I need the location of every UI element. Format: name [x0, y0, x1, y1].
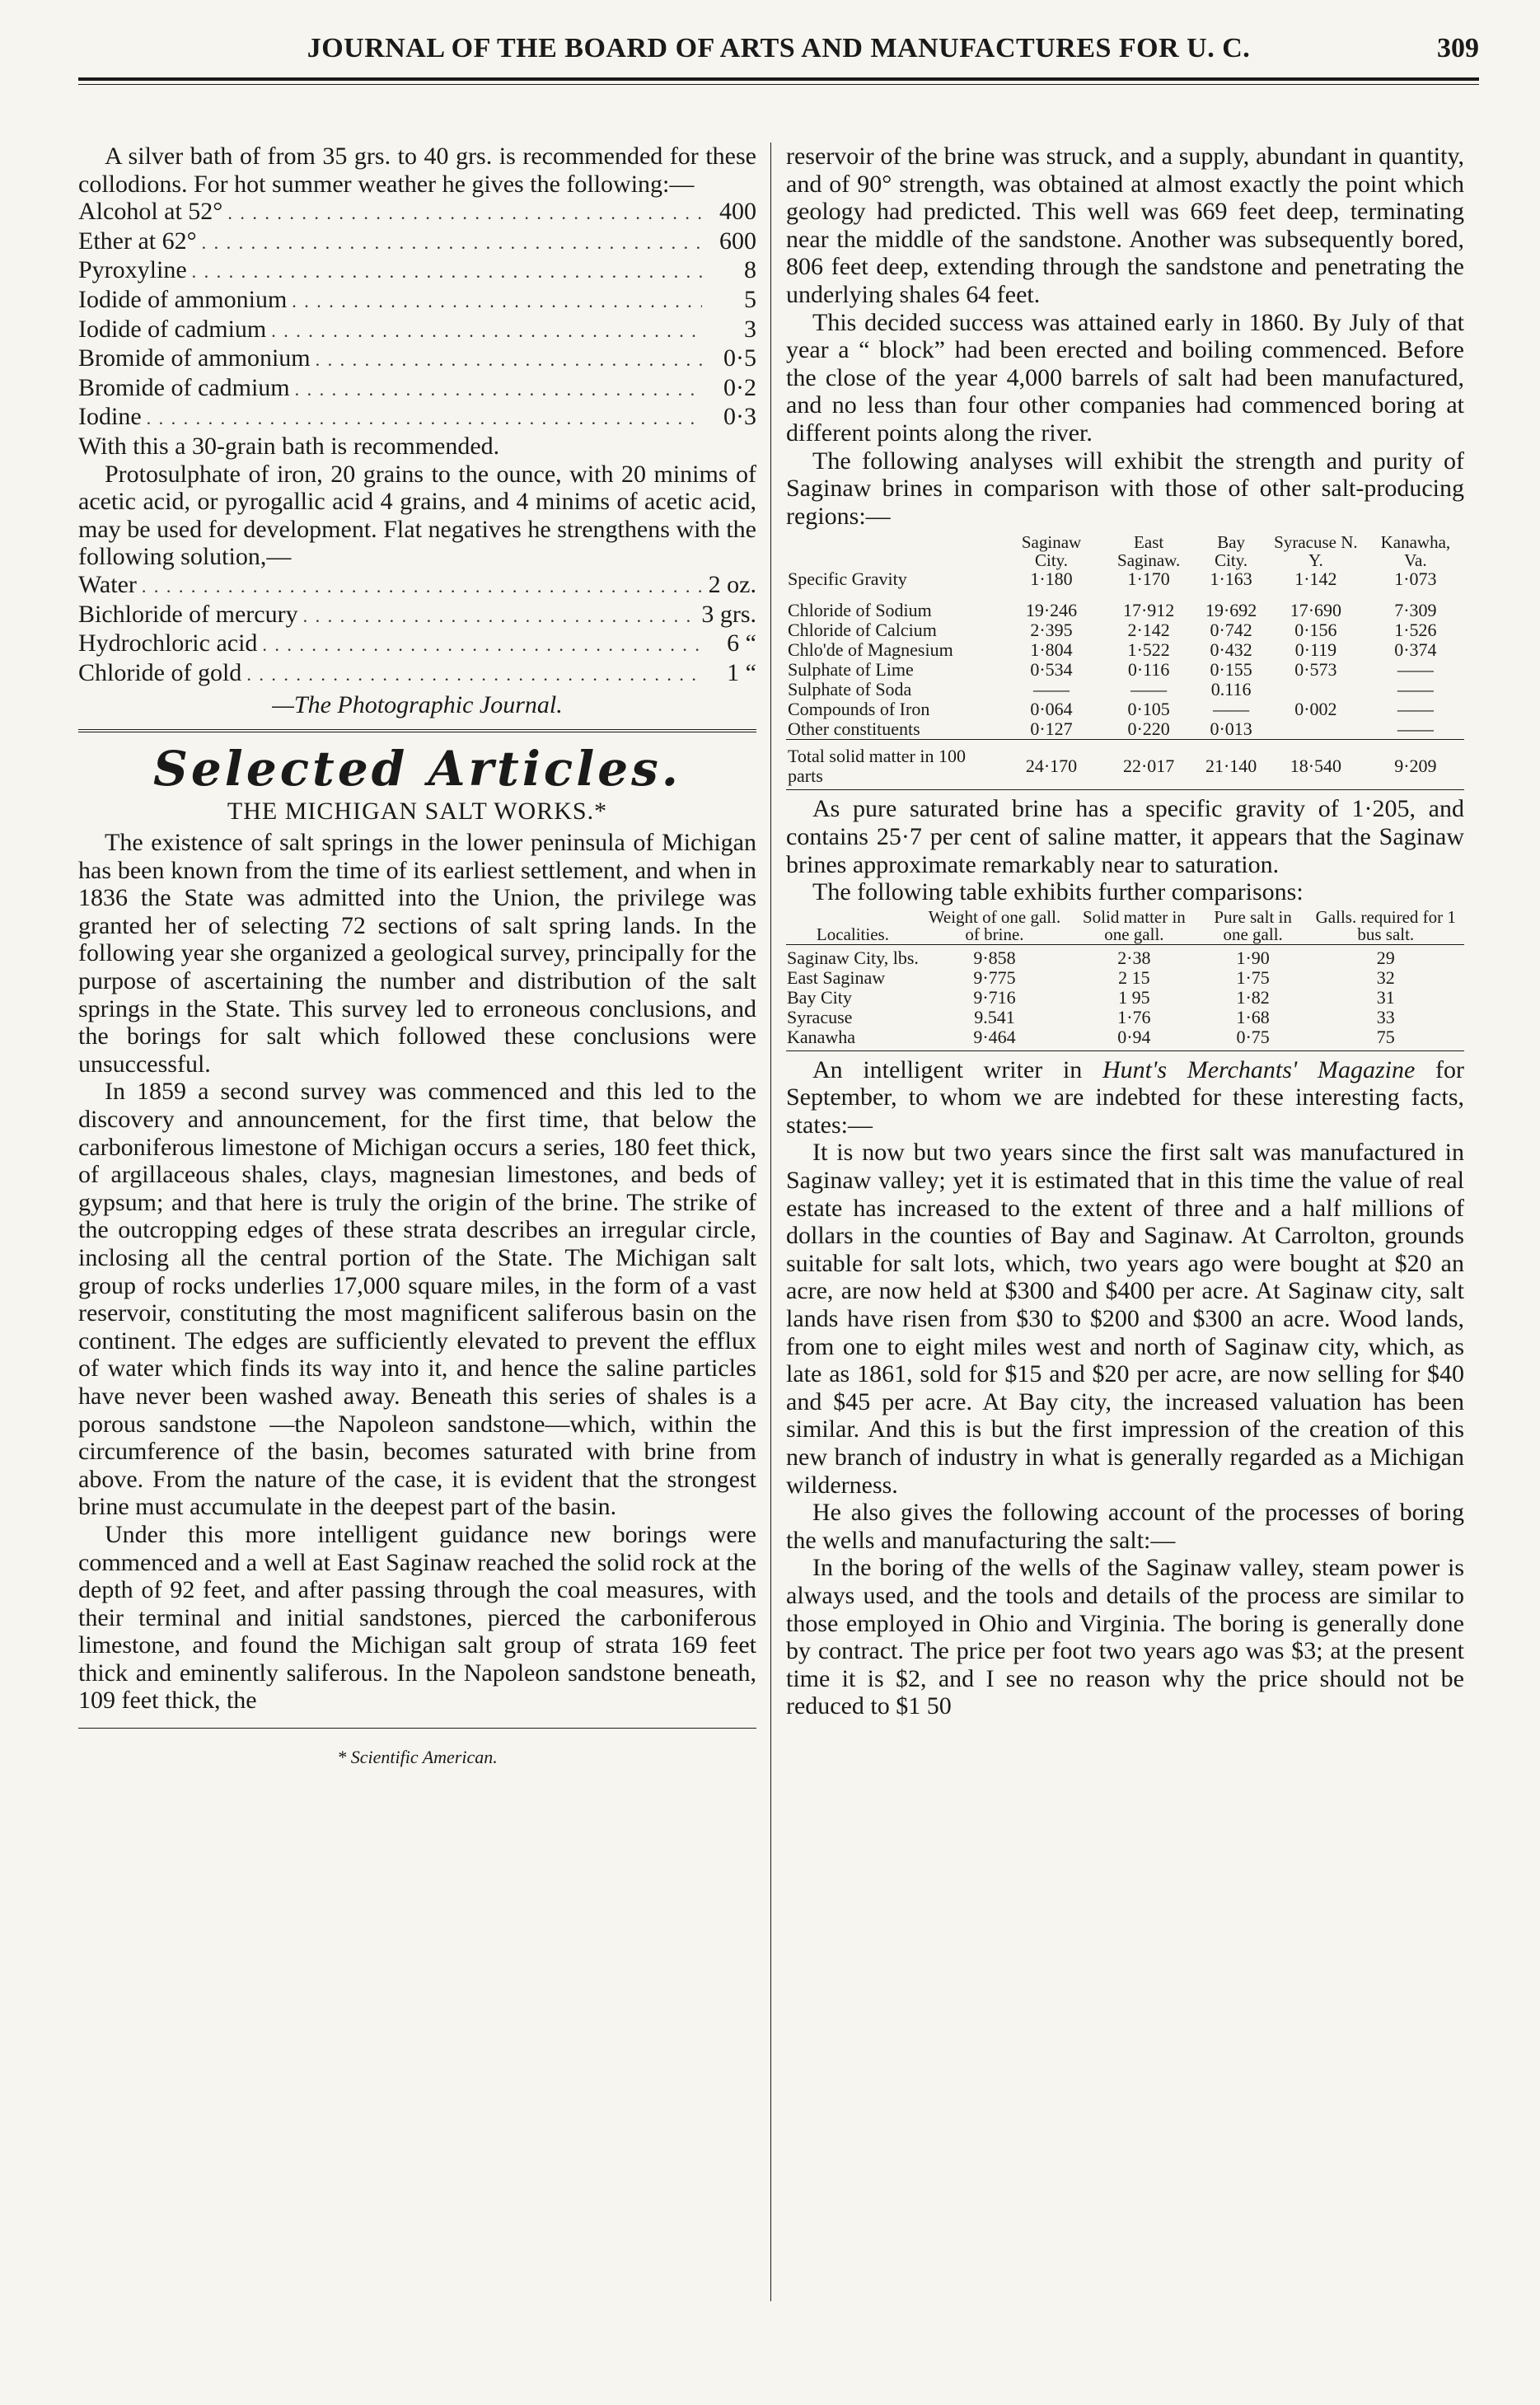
column-header: Pure salt in one gall.	[1214, 906, 1292, 944]
column-header: Kanawha, Va.	[1380, 532, 1451, 571]
solution-list	[78, 571, 756, 688]
column-header: Saginaw City.	[1021, 532, 1082, 571]
page-header	[78, 30, 1479, 96]
column-header: Localities.	[816, 924, 889, 944]
recipe-item: Ether at 62° . . . 600	[78, 227, 756, 257]
source-credit: —The Photographic Journal.	[272, 691, 563, 719]
article-paragraph: He also gives the following account of the processes of boring the wells and manufacturing the salt:—	[786, 1499, 1464, 1554]
table-header-row	[786, 908, 1464, 945]
solution-item: Bichloride of mercury . . . 3 grs.	[78, 601, 756, 630]
table-row: Kanawha 9·464 0·94 0·75 75	[787, 1026, 1395, 1047]
brine-analysis-table	[786, 533, 1464, 786]
article-paragraph: It is now but two years since the first salt was manufactured in Saginaw valley; yet it is estimated that in this time the value of real estate has increased to the extent of three and a half millions of dollars in the counties of Bay and Saginaw. At Carrolton, grounds suitable for salt lots, which, two years ago were bought at $20 an acre, are now held at $300 and $400 per acre. At Saginaw city, salt lands have risen from $30 to $200 and $300 an acre. Wood lands, from one to eight miles west and north of Saginaw city, which, as late as 1861, sold for $15 and $20 per acre, are now selling for $40 and $45 per acre. At Bay city, the increased valuation has been similar. And this is but the first impression of the creation of this new branch of industry in what is generally regarded as a Michigan wilderness.	[786, 1139, 1464, 1499]
table-header-row	[786, 533, 1464, 569]
article-paragraph: reservoir of the brine was struck, and a supply, abundant in quantity, and of 90° strength, was obtained at almost exactly the point which geology had predicted. This well was 669 feet deep, terminating near the middle of the sandstone. Another was subsequently bored, 806 feet deep, extending through the sandstone and penetrating the underlying shales 64 feet.	[786, 143, 1464, 308]
column-header: East Saginaw.	[1117, 532, 1181, 571]
article-paragraph: As pure saturated brine has a specific gravity of 1·205, and contains 25·7 per cent of saline matter, it appears that the Saginaw brines approximate remarkably near to saturation.	[786, 795, 1464, 878]
column-header: Syracuse N. Y.	[1274, 532, 1358, 571]
recipe-item: Iodide of ammonium . . . 5	[78, 286, 756, 316]
table-rule	[786, 789, 1464, 790]
intro-paragraph: A silver bath of from 35 grs. to 40 grs. is recommended for these collodions. For hot summer weather he gives the following:—	[78, 143, 756, 198]
table-row: Specific Gravity 1·180 1·170 1·163 1·142 1·073	[788, 568, 1437, 590]
development-paragraph: Protosulphate of iron, 20 grains to the ounce, with 20 minims of acetic acid, or pyrogallic acid 4 grains, and 4 minims of acetic acid, may be used for development. Flat negatives he strengthens with the following solution,—	[78, 460, 756, 571]
table-row: Compounds of Iron 0·064 0·105 —— 0·002 ——	[788, 699, 1434, 720]
header-rule	[78, 77, 1479, 81]
journal-name: Hunt's Merchants' Magazine	[1102, 1055, 1416, 1083]
table-row: Bay City 9·716 1 95 1·82 31	[787, 986, 1395, 1008]
footnote-rule	[78, 1728, 756, 1729]
section-rule	[78, 729, 756, 736]
table-row: Other constituents 0·127 0·220 0·013 ——	[788, 718, 1434, 740]
table-row: Sulphate of Lime 0·534 0·116 0·155 0·573 ——	[788, 659, 1434, 681]
column-header: Galls. required for 1 bus salt.	[1315, 906, 1456, 944]
recipe-item: Pyroxyline . . . 8	[78, 256, 756, 286]
column-header: Bay City.	[1215, 532, 1248, 571]
article-title: THE MICHIGAN SALT WORKS.*	[227, 798, 608, 826]
recipe-item: Alcohol at 52° . . . 400	[78, 198, 756, 227]
table-row: Chlo'de of Magnesium 1·804 1·522 0·432 0·119 0·374	[788, 639, 1437, 661]
table-row: Saginaw City, lbs. 9·858 2·38 1·90 29	[787, 947, 1395, 968]
solution-item: Chloride of gold . . . 1 “	[78, 659, 756, 689]
solution-item: Water . . . 2 oz.	[78, 571, 756, 601]
column-divider	[770, 143, 771, 2301]
header-rule-thin	[78, 84, 1479, 85]
article-paragraph: The following analyses will exhibit the strength and purity of Saginaw brines in comparison with those of other salt-producing regions:—	[786, 447, 1464, 530]
bath-note: With this a 30-grain bath is recommended.	[78, 432, 500, 460]
table-row: Chloride of Sodium 19·246 17·912 19·692 17·690 7·309	[788, 600, 1437, 621]
journal-title: JOURNAL OF THE BOARD OF ARTS AND MANUFACTURES FOR U. C.	[307, 33, 1251, 63]
left-column	[78, 143, 756, 1771]
right-column	[786, 143, 1464, 1720]
recipe-list	[78, 198, 756, 433]
solution-item: Hydrochloric acid . . . 6 “	[78, 629, 756, 659]
article-paragraph: In 1859 a second survey was commenced and this led to the discovery and announcement, for the first time, that below the carboniferous limestone of Michigan occurs a series, 180 feet thick, of argillaceous shales, clays, magnesian limestones, and beds of gypsum; and that here is truly the origin of the brine. The strike of the outcropping edges of these strata describes an irregular circle, inclosing all the central portion of the State. The Michigan salt group of rocks underlies 17,000 square miles, in the form of a vast reservoir, constituting the most magnificent saliferous basin on the continent. The edges are sufficiently elevated to prevent the efflux of water which finds its way into it, and hence the saline particles have never been washed away. Beneath this series of shales is a porous sandstone —the Napoleon sandstone—which, within the circumference of the basin, becomes saturated with brine from above. From the nature of the case, it is evident that the strongest brine must accumulate in the deepest part of the basin.	[78, 1078, 756, 1521]
table-rule	[786, 1050, 1464, 1051]
article-paragraph: In the boring of the wells of the Saginaw valley, steam power is always used, and the tools and details of the process are similar to those employed in Ohio and Virginia. The boring is generally done by contract. The price per foot two years ago was $3; at the present time it is $2, and I see no reason why the price should not be reduced to $1 50	[786, 1554, 1464, 1720]
recipe-item: Bromide of ammonium . . . 0·5	[78, 344, 756, 374]
table-row: East Saginaw 9·775 2 15 1·75 32	[787, 966, 1395, 988]
table-total-row: Total solid matter in 100 parts 24·170 22·017 21·140 18·540 9·209	[786, 740, 1464, 787]
table-row: Chloride of Calcium 2·395 2·142 0·742 0·156 1·526	[788, 620, 1437, 641]
article-paragraph: This decided success was attained early in 1860. By July of that year a “ block” had been erected and boiling commenced. Before the close of the year 4,000 barrels of salt had been manufactured, and no less than four other companies had commenced boring at different points along the river.	[786, 308, 1464, 447]
recipe-item: Iodine . . . 0·3	[78, 403, 756, 433]
article-paragraph: The existence of salt springs in the lower peninsula of Michigan has been known from the time of its earliest settlement, and when in 1836 the State was admitted into the Union, the privilege was granted her of selecting 72 sections of salt spring lands. In the following year she organized a geological survey, principally for the purpose of ascertaining the number and distribution of the salt springs in the State. This survey led to erroneous conclusions, and the borings for salt which followed these conclusions were unsuccessful.	[78, 829, 756, 1078]
article-paragraph: Under this more intelligent guidance new borings were commenced and a well at East Saginaw reached the solid rock at the depth of 92 feet, and after passing through the coal measures, with their terminal and initial sandstones, pierced the carboniferous limestone, and found the Michigan salt group of strata 169 feet thick and eminently saliferous. In the Napoleon sandstone beneath, 109 feet thick, the	[78, 1520, 756, 1715]
footnote: * Scientific American.	[337, 1747, 498, 1768]
column-header: Weight of one gall. of brine.	[928, 906, 1061, 944]
section-heading: Selected Articles.	[153, 740, 681, 797]
table-row: Sulphate of Soda —— —— 0.116 ——	[788, 679, 1434, 700]
column-header: Solid matter in one gall.	[1082, 906, 1186, 944]
recipe-item: Iodide of cadmium . . . 3	[78, 316, 756, 345]
page-number: 309	[1437, 33, 1479, 63]
comparison-table	[786, 908, 1464, 1047]
article-paragraph: The following table exhibits further comparisons:	[812, 878, 1304, 906]
article-paragraph: An intelligent writer in Hunt's Merchants' Magazine for September, to whom we are indebted for these interesting facts, states:—	[786, 1055, 1464, 1139]
table-row: Syracuse 9.541 1·76 1·68 33	[787, 1006, 1395, 1027]
recipe-item: Bromide of cadmium . . . 0·2	[78, 374, 756, 404]
